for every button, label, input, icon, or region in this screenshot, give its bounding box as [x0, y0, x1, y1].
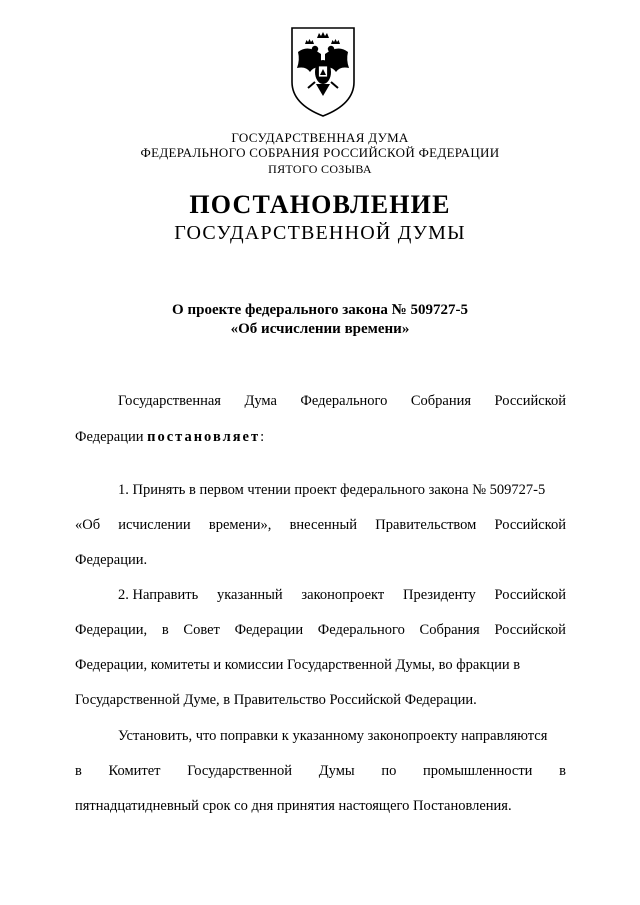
p3-line1: Установить, что поправки к указанному законопроекту направляются: [118, 728, 548, 744]
org-name-line1: ГОСУДАРСТВЕННАЯ ДУМА: [231, 130, 409, 145]
org-name-line2: ФЕДЕРАЛЬНОГО СОБРАНИЯ РОССИЙСКОЙ ФЕДЕРАЦИИ: [140, 145, 500, 160]
p3-line2: в Комитет Государственной Думы по промышленности в: [75, 763, 566, 779]
intro-line2: Федерации постановляет:: [75, 429, 265, 445]
document-type-title: ПОСТАНОВЛЕНИЕ: [189, 190, 451, 219]
document-issuer-subtitle: ГОСУДАРСТВЕННОЙ ДУМЫ: [174, 222, 466, 244]
p1-line3: Федерации.: [75, 552, 148, 568]
p1-line2: «Об исчислении времени», внесенный Правительством Российской: [75, 517, 566, 533]
intro-line1: Государственная Дума Федерального Собрания Российской: [118, 393, 566, 409]
p2-line3: Федерации, комитеты и комиссии Государственной Думы, во фракции в: [75, 657, 521, 673]
p2-line1: 2. Направить указанный законопроект Президенту Российской: [118, 587, 566, 603]
p1-line1: 1. Принять в первом чтении проект федерального закона № 509727-5: [118, 482, 546, 498]
p3-line3: пятнадцатидневный срок со дня принятия настоящего Постановления.: [75, 798, 512, 814]
subject-line1: О проекте федерального закона № 509727-5: [172, 302, 468, 318]
coat-of-arms-emblem: [288, 24, 358, 120]
p2-line2: Федерации, в Совет Федерации Федерального Собрания Российской: [75, 622, 566, 638]
p2-line4: Государственной Думе, в Правительство Российской Федерации.: [75, 692, 477, 708]
convocation-line: ПЯТОГО СОЗЫВА: [268, 162, 372, 176]
subject-line2: «Об исчислении времени»: [230, 321, 410, 337]
decree-word: постановляет: [147, 429, 261, 445]
